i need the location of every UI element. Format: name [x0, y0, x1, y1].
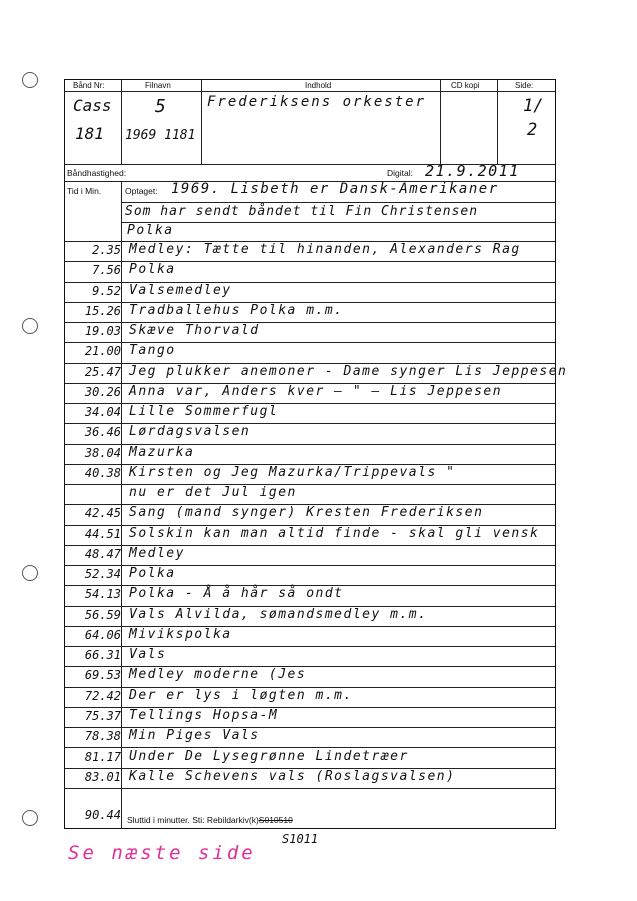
track-title: Min Piges Vals — [129, 728, 260, 744]
track-title: Tango — [129, 343, 176, 359]
side-label: Side: — [515, 81, 534, 90]
track-time: 2.35 — [92, 243, 121, 257]
track-time: 21.00 — [84, 344, 121, 359]
band-nr-label: Bånd Nr: — [73, 81, 105, 90]
track-title: Skæve Thorvald — [129, 323, 260, 339]
track-row — [65, 727, 555, 747]
optaget-text: 1969. Lisbeth er Dansk-Amerikaner — [171, 181, 499, 197]
track-time: 34.04 — [84, 405, 121, 420]
track-row — [65, 606, 555, 626]
track-time: 9.52 — [92, 283, 121, 298]
track-time: 38.04 — [84, 445, 121, 460]
optaget-continuation-1: Som har sendt båndet til Fin Christensen — [125, 204, 479, 219]
track-row — [65, 484, 555, 504]
indhold-value: Frederiksens orkester — [207, 94, 427, 110]
side-line2: 2 — [527, 120, 538, 140]
next-page-note: Se næste side — [68, 842, 256, 864]
track-row — [65, 322, 555, 342]
footer-handwritten-code: S1011 — [282, 832, 319, 846]
optaget-label: Optaget: — [125, 186, 158, 196]
band-nr-line2: 181 — [75, 124, 104, 143]
optaget-cont1-rule — [121, 222, 555, 223]
track-title: Valsemedley — [129, 282, 232, 298]
track-row — [65, 403, 555, 423]
record-sheet — [64, 79, 568, 829]
track-time: 25.47 — [84, 364, 121, 379]
track-time: 48.47 — [84, 546, 121, 561]
filnavn-line2: 1969 1181 — [125, 128, 196, 143]
track-title: Anna var, Anders kver — " — Lis Jeppesen — [129, 383, 503, 399]
filnavn-label: Filnavn — [145, 81, 171, 90]
track-time: 7.56 — [92, 263, 121, 278]
track-row — [65, 342, 555, 362]
track-title: Medley moderne (Jes — [129, 667, 307, 683]
track-time: 15.26 — [84, 303, 121, 318]
track-time: 75.37 — [84, 708, 121, 723]
track-title: Mazurka — [129, 444, 195, 460]
track-row — [65, 748, 555, 768]
track-row — [65, 363, 568, 383]
track-title: Mivikspolka — [129, 626, 232, 642]
track-title: Polka — [129, 566, 176, 582]
track-time: 54.13 — [84, 587, 121, 602]
track-time: 66.31 — [84, 648, 121, 663]
track-title: Der er lys i løgten m.m. — [129, 687, 353, 703]
track-title: Vals — [129, 647, 167, 663]
header-rule — [65, 91, 555, 92]
footer-struck-code: S010510 — [258, 815, 293, 825]
track-title: Polka — [129, 262, 176, 278]
track-row — [65, 768, 555, 788]
col-divider-filnavn — [121, 80, 122, 164]
col-divider-indhold — [201, 80, 202, 164]
track-time: 42.45 — [84, 506, 121, 521]
track-title: Tradballehus Polka m.m. — [129, 302, 344, 318]
punch-hole-middle-lower — [22, 565, 38, 581]
col-divider-cdkopi — [440, 80, 441, 164]
track-time: 69.53 — [84, 668, 121, 683]
track-time: 56.59 — [84, 607, 121, 622]
digital-value: 21.9.2011 — [425, 162, 520, 180]
track-title: Kirsten og Jeg Mazurka/Trippevals " — [129, 464, 456, 480]
bandhastighed-label: Båndhastighed: — [67, 168, 127, 178]
optaget-continuation-2: Polka — [127, 223, 174, 238]
track-row — [65, 464, 555, 484]
filnavn-line1: 5 — [155, 96, 166, 117]
track-row — [65, 565, 555, 585]
track-row — [65, 585, 555, 605]
track-row — [65, 241, 555, 261]
track-row — [65, 646, 555, 666]
indhold-label: Indhold — [305, 81, 332, 90]
track-row — [65, 525, 555, 545]
track-row — [65, 666, 555, 686]
track-row — [65, 504, 555, 524]
track-row — [65, 626, 555, 646]
optaget-rule — [121, 202, 555, 203]
track-row — [65, 423, 555, 443]
track-row — [65, 383, 555, 403]
track-row — [65, 687, 555, 707]
track-time: 36.46 — [84, 425, 121, 440]
track-row — [65, 444, 555, 464]
track-title: Tellings Hopsa-M — [129, 707, 279, 723]
track-title: Solskin kan man altid finde - skal gli vensk — [129, 525, 540, 541]
track-title: Medley: Tætte til hinanden, Alexanders Rag — [129, 242, 521, 257]
track-title: Lørdagsvalsen — [129, 424, 251, 440]
footer-label-text: Sluttid i minutter. Sti: Rebildarkiv(k) — [127, 815, 259, 825]
col-divider-side — [497, 80, 498, 164]
track-time: 81.17 — [84, 749, 121, 764]
track-title: Polka - Å å hår så ondt — [129, 586, 344, 602]
track-time: 72.42 — [84, 688, 121, 703]
final-time: 90.44 — [84, 808, 121, 822]
track-row — [65, 261, 555, 281]
track-title: Medley — [129, 545, 185, 561]
track-row — [65, 282, 555, 302]
track-row — [65, 545, 555, 565]
punch-hole-top — [22, 72, 38, 88]
track-title: nu er det Jul igen — [129, 485, 297, 501]
track-time: 44.51 — [84, 526, 121, 541]
track-time: 19.03 — [84, 324, 121, 339]
track-title: Sang (mand synger) Kresten Frederiksen — [129, 505, 484, 521]
side-line1: 1/ — [523, 96, 544, 116]
track-time: 64.06 — [84, 627, 121, 642]
punch-hole-middle-upper — [22, 318, 38, 334]
band-nr-line1: Cass — [73, 96, 112, 115]
track-title: Vals Alvilda, sømandsmedley m.m. — [129, 606, 428, 622]
track-row — [65, 302, 555, 322]
track-time: 78.38 — [84, 729, 121, 744]
row-rule — [65, 788, 555, 789]
punch-hole-bottom — [22, 810, 38, 826]
track-time: 83.01 — [84, 769, 121, 784]
digital-label: Digital: — [387, 168, 413, 178]
footer-label — [127, 815, 293, 825]
track-title: Jeg plukker anemoner - Dame synger Lis Jeppesen — [129, 363, 568, 379]
track-time: 30.26 — [84, 384, 121, 399]
tid-label: Tid i Min. — [67, 186, 102, 196]
track-time: 40.38 — [84, 465, 121, 480]
track-title: Lille Sommerfugl — [129, 404, 279, 420]
track-row — [65, 707, 555, 727]
track-title: Kalle Schevens vals (Roslagsvalsen) — [129, 768, 456, 784]
track-title: Under De Lysegrønne Lindetræer — [129, 748, 409, 764]
track-time: 52.34 — [84, 567, 121, 582]
cd-kopi-label: CD kopi — [451, 81, 480, 90]
